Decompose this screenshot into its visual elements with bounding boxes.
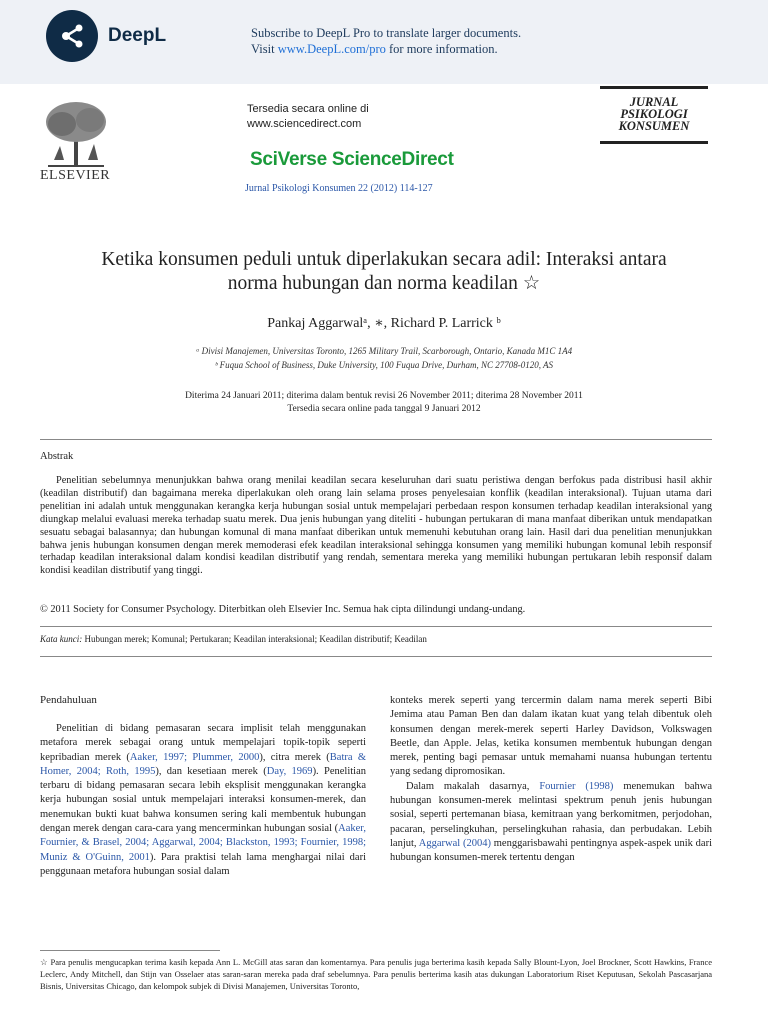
intro-left-citation-link[interactable]: Day, 1969 — [266, 765, 313, 777]
journal-box-line-3: KONSUMEN — [618, 119, 690, 133]
acknowledgement-footnote: ☆ Para penulis mengucapkan terima kasih kepada Ann L. McGill atas saran dan komentarnya. Para penulis juga berterima kasih kepada Sally Blount-Lyon, Joel Brockner, Scott Hawkins, France Leclerc, Andy Mitchell, dan Stijn van Osselaer atas saran-saran mereka pada draf sebelumnya. Para penulis berterima kasih atas dukungan Laboratorium Riset Keputusan, Sekolah Pascasarjana Bisnis, Universitas Chicago, dan kelompok subjek di Divisi Manajemen, Universitas Toronto, — [40, 957, 712, 991]
elsevier-tree-logo-icon — [40, 100, 112, 168]
abstract-body: Penelitian sebelumnya menunjukkan bahwa orang menilai keadilan secara keseluruhan dari suatu peristiwa dengan berfokus pada distribusi hasil akhir (keadilan distributif) dan bagaimana mereka diperlakukan oleh orang lain selama proses penyelesaian konflik (keadilan interaksional). Tujuan utama dari penelitian ini adalah untuk menggunakan kerangka kerja hubungan sosial untuk mempelajari perbedaan respon konsumen terhadap keadilan interaksional yang diungkap melalui evaluasi mereka terhadap suatu merek. Dua jenis hubungan yang diteliti - hubungan pertukaran di mana manfaat diberikan untuk mendapatkan sesuatu sebagai balasannya; dan hubungan komunal di mana manfaat diberikan untuk memenuhi kebutuhan orang lain. Hasil dari dua penelitian menunjukkan bahwa jenis hubungan konsumen dengan merek memoderasi efek keadilan interaksional sehingga konsumen yang memiliki hubungan komunal lebih responsif terhadap keadilan interaksional dalam kondisi keadilan distributif yang rendah, sementara mereka yang memiliki hubungan pertukaran lebih responsif dalam kondisi keadilan distributif yang tinggi. — [40, 475, 712, 577]
journal-title-box — [600, 86, 708, 144]
keywords-list: Hubungan merek; Komunal; Pertukaran; Keadilan interaksional; Keadilan distributif; Keadilan — [82, 634, 427, 644]
intro-right-text: Dalam makalah dasarnya, — [406, 780, 540, 792]
availability-line-1: Tersedia secara online di — [247, 103, 369, 115]
affiliation-a: ᵃ Divisi Manajemen, Universitas Toronto, 1265 Military Trail, Scarborough, Ontario, Kanada M1C 1A4 — [195, 346, 573, 356]
promo-suffix: for more information. — [385, 42, 498, 56]
article-title — [40, 248, 728, 296]
title-line-2: norma hubungan dan norma keadilan ☆ — [227, 273, 541, 294]
abstract-top-rule — [40, 439, 712, 440]
deepl-logo-icon[interactable] — [46, 10, 98, 62]
intro-right-column — [390, 694, 712, 866]
sciverse-logo: SciVerse ScienceDirect — [250, 149, 454, 170]
keywords-label: Kata kunci: — [40, 634, 83, 644]
availability-note — [247, 102, 369, 132]
promo-line-2 — [251, 41, 521, 57]
journal-box-line-2: PSIKOLOGI — [620, 107, 688, 121]
intro-right-text: menggarisbawahi pentingnya aspek-aspek unik dari hubungan konsumen-merek tertentu dengan — [390, 837, 712, 864]
publisher-name: ELSEVIER — [40, 168, 111, 183]
abstract-bottom-rule — [40, 656, 712, 657]
intro-left-citation-link[interactable]: Aaker, Fournier, & Brasel, 2004; Aggarwal, 2004; Blackston, 1993; Fournier, 1998; Muniz & O'Guinn, 2001 — [40, 823, 366, 863]
section-heading-intro: Pendahuluan — [40, 694, 97, 706]
intro-left-column — [40, 722, 366, 879]
dates-line-2: Tersedia secara online pada tanggal 9 Januari 2012 — [287, 404, 481, 414]
author-list[interactable]: Pankaj Aggarwalᵃ, ∗, Richard P. Larrick ᵇ — [267, 316, 501, 331]
keywords — [40, 634, 427, 644]
intro-left-citation-link[interactable]: Aaker, 1997; Plummer, 2000 — [129, 751, 260, 763]
intro-left-text: Penelitian di bidang pemasaran secara implisit telah menggunakan metafora merek sebagai orang untuk mempelajari topik-topik seperti kepribadian merek ( — [40, 723, 366, 763]
footnote-rule — [40, 950, 220, 951]
intro-left-text: ), citra merek ( — [259, 751, 330, 763]
intro-paragraph-1 — [40, 722, 366, 879]
intro-left-citation-link[interactable]: Batra & Homer, 2004; Roth, 1995 — [40, 751, 366, 777]
dates-line-1: Diterima 24 Januari 2011; diterima dalam bentuk revisi 26 November 2011; diterima 28 November 2011 — [185, 391, 583, 401]
intro-right-text: menemukan bahwa hubungan konsumen-merek melintasi spektrum penuh jenis hubungan sosial, seperti pertemanan biasa, kemitraan yang berkomitmen, perjodohan, pacaran, perselingkuhan, perselingkuhan rahasia, dan perbudakan. Lebih lanjut, — [390, 780, 712, 849]
keywords-rule — [40, 626, 712, 627]
intro-paragraph-3 — [390, 780, 712, 866]
sciencedirect-url[interactable]: www.sciencedirect.com — [247, 118, 362, 130]
abstract-heading: Abstrak — [40, 451, 74, 462]
journal-box-line-1: JURNAL — [629, 95, 679, 109]
promo-line-1: Subscribe to DeepL Pro to translate larger documents. — [251, 26, 522, 40]
intro-right-citation-link[interactable]: Aggarwal (2004) — [418, 837, 491, 849]
intro-right-citation-link[interactable]: Fournier (1998) — [539, 780, 614, 792]
deepl-promo-text — [251, 25, 521, 57]
intro-paragraph-2: konteks merek seperti yang tercermin dalam nama merek seperti Bibi Jemima atau Paman Ben dan dalam ikatan kuat yang telah dibentuk oleh konsumen dengan merek-merek seperti Harley Davidson, Volkswagen Beetle, dan Apple. Jelas, ketika konsumen membentuk hubungan dengan merek, penting bagi pemasar untuk memahami nuansa hubungan tertentu yang sedang dipromosikan. — [390, 695, 712, 778]
copyright-notice: © 2011 Society for Consumer Psychology. Diterbitkan oleh Elsevier Inc. Semua hak cipta dilindungi undang-undang. — [40, 604, 526, 615]
intro-left-text: ), dan kesetiaan merek ( — [155, 765, 267, 777]
journal-reference[interactable]: Jurnal Psikologi Konsumen 22 (2012) 114-127 — [245, 183, 433, 194]
promo-prefix: Visit — [251, 42, 278, 56]
intro-left-text: ). Penelitian terbaru di bidang pemasaran secara lebih eksplisit menggunakan kerangka kerja hubungan sosial untuk mempelajari interaksi konsumen-merek, dan menemukan bukti kuat bahwa konsumen sering kali membentuk hubungan dengan merek dengan cara-cara yang mencerminkan hubungan sosial ( — [40, 765, 367, 835]
deepl-banner — [0, 0, 768, 84]
affiliation-b: ᵇ Fuqua School of Business, Duke University, 100 Fuqua Drive, Durham, NC 27708-0120, AS — [214, 360, 554, 370]
deepl-pro-link[interactable]: www.DeepL.com/pro — [277, 42, 386, 56]
intro-left-text: ). Para praktisi telah lama menghargai nilai dari penggunaan metafora hubungan sosial dalam — [40, 851, 366, 877]
deepl-brand-name[interactable]: DeepL — [108, 25, 167, 46]
title-line-1: Ketika konsumen peduli untuk diperlakukan secara adil: Interaksi antara — [101, 249, 667, 270]
